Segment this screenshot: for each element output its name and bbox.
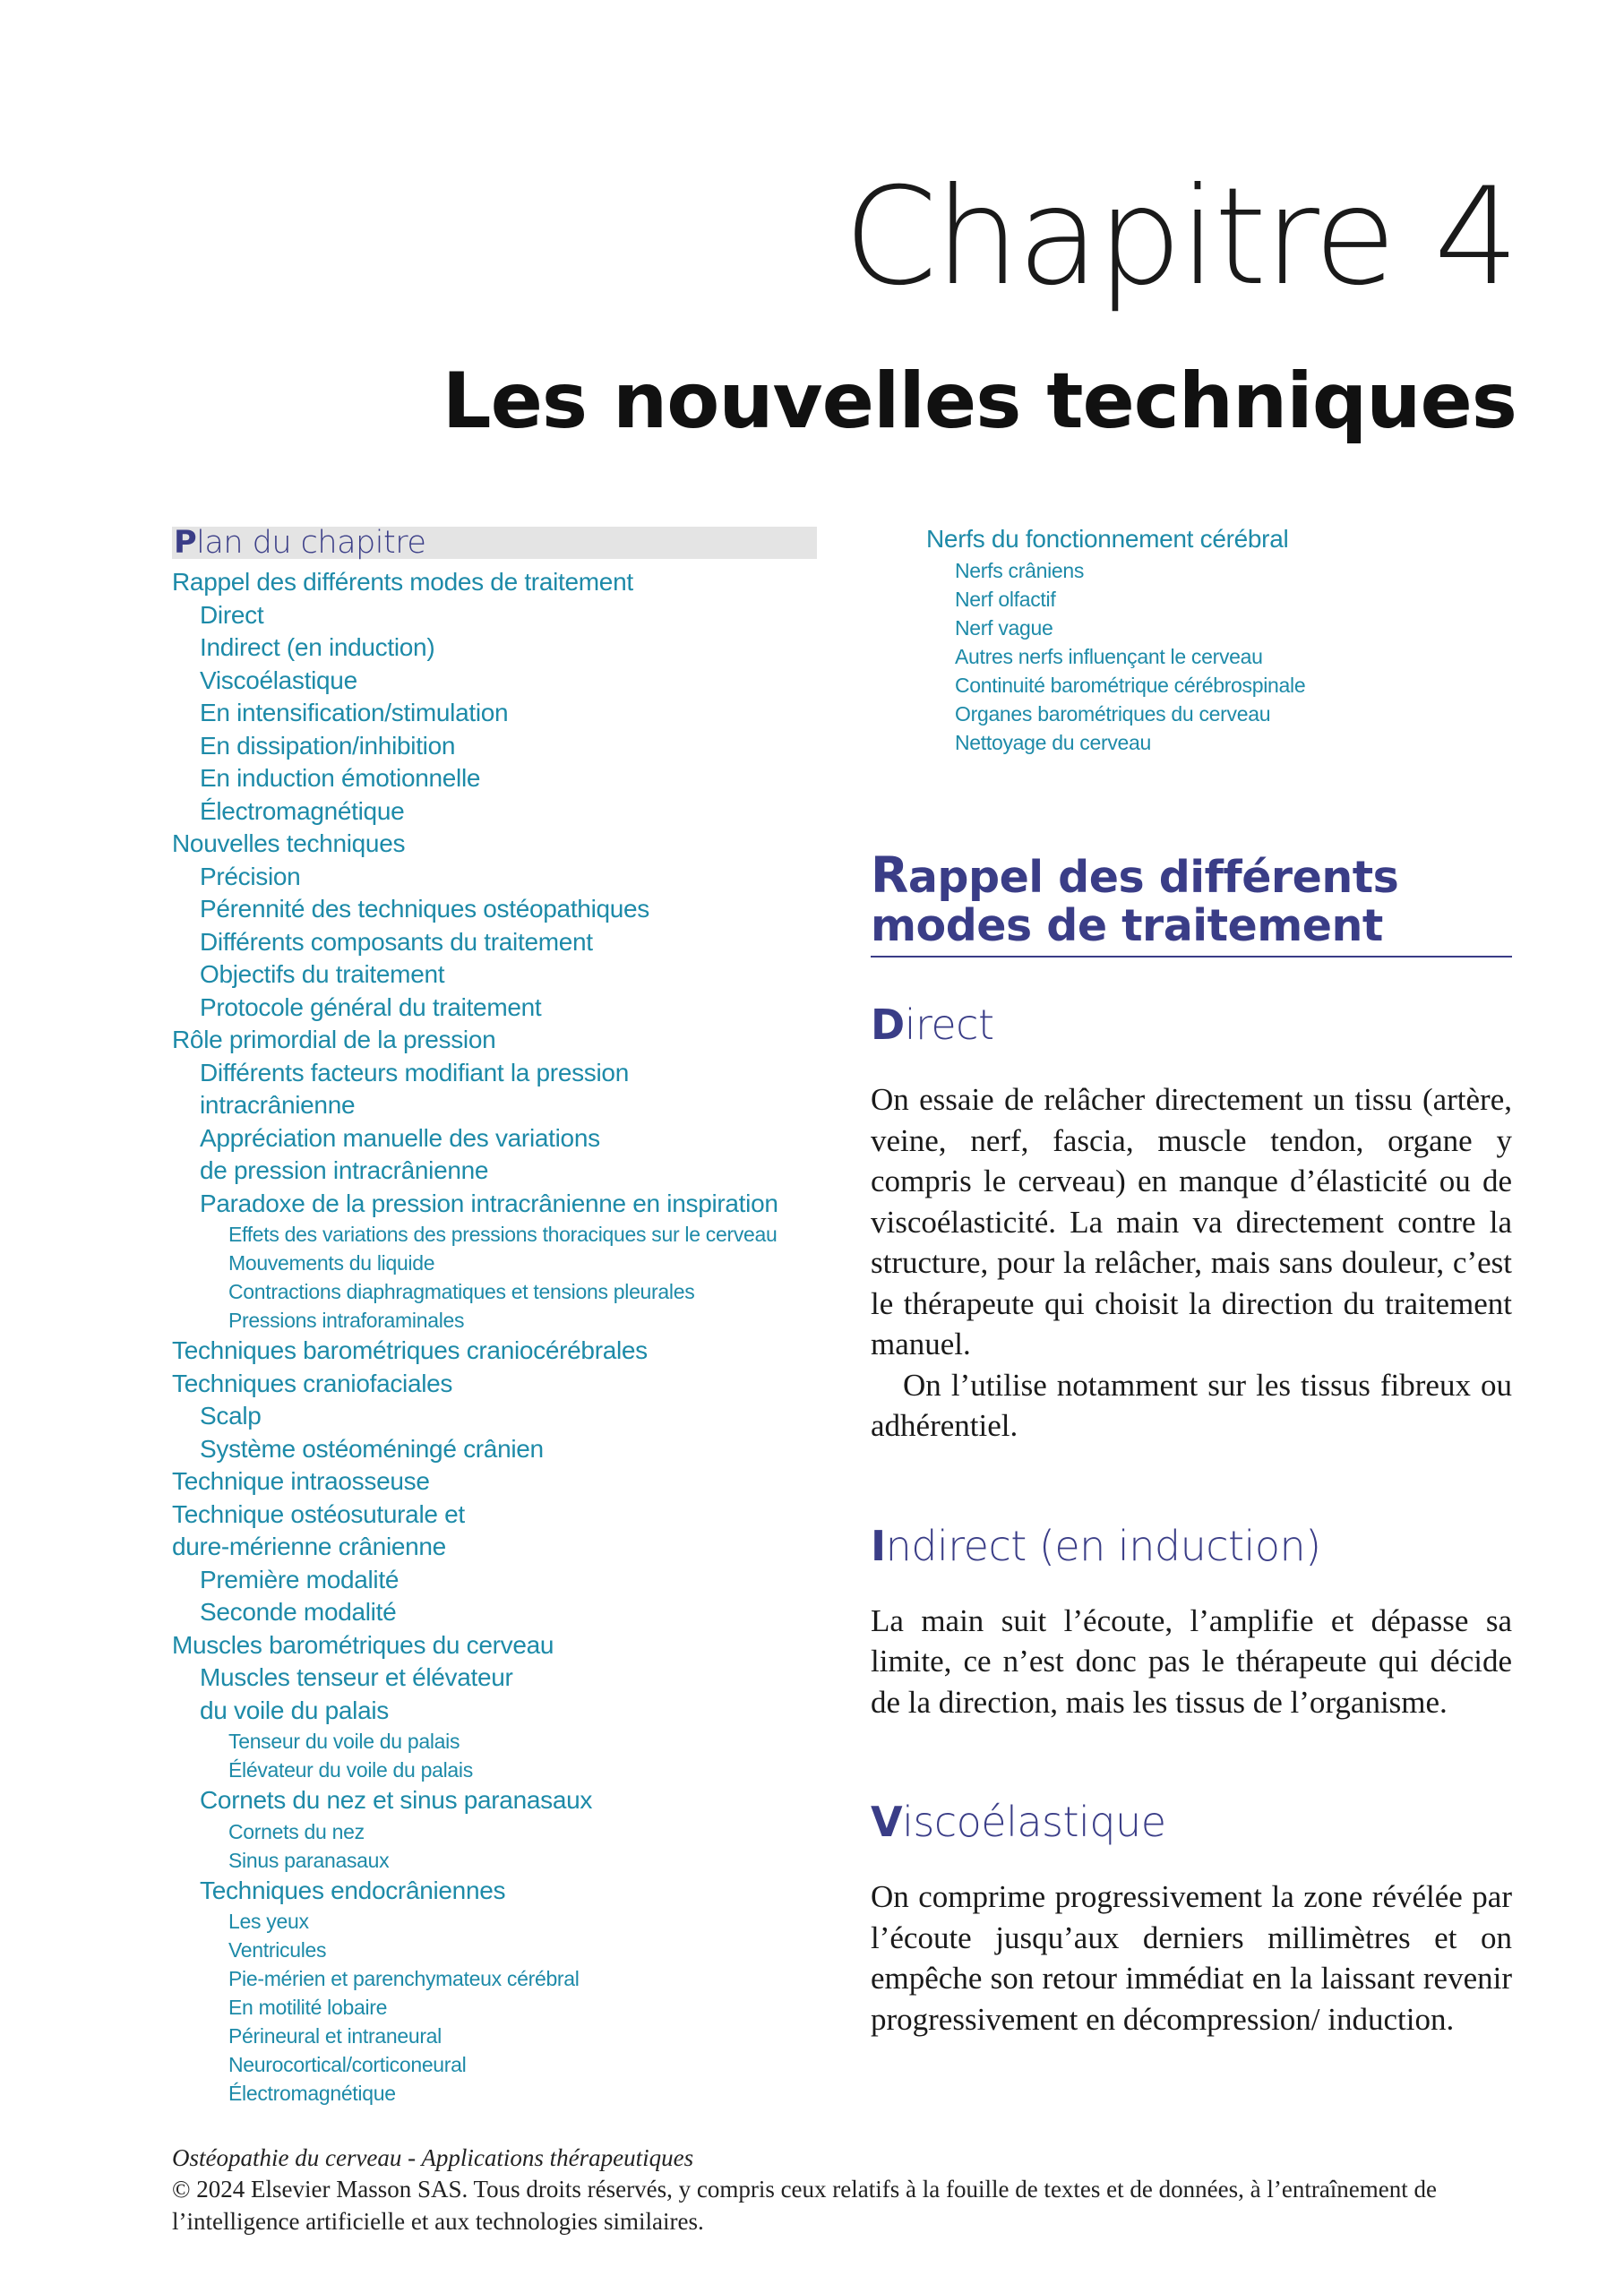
- outline-item: Objectifs du traitement: [200, 960, 445, 988]
- paragraph-indirect: La main suit l’écoute, l’amplifie et dépasse sa limite, ce n’est donc pas le thérapeute qui décide de la direction, mais les tissus de l’organisme.: [871, 1602, 1512, 1720]
- outline-item: Techniques craniofaciales: [172, 1369, 453, 1397]
- outline-item: Indirect (en induction): [200, 633, 435, 661]
- outline-item: Paradoxe de la pression intracrânienne en inspiration: [200, 1189, 778, 1217]
- outline-item: Direct: [200, 600, 264, 629]
- outline-item: Nerf olfactif: [955, 587, 1056, 611]
- outline-item: Nettoyage du cerveau: [955, 730, 1152, 754]
- outline-list: [172, 566, 817, 2108]
- outline-item: Précision: [200, 862, 301, 890]
- outline-item: Rôle primordial de la pression: [172, 1026, 496, 1053]
- outline-item: Périneural et intraneural: [228, 2024, 442, 2048]
- outline-item: Nouvelles techniques: [172, 829, 406, 857]
- outline-item: Scalp: [200, 1402, 262, 1430]
- outline-item: Première modalité: [200, 1565, 400, 1593]
- section-title: Rappel des différents modes de traitement: [871, 851, 1512, 958]
- outline-item: Technique intraosseuse: [172, 1467, 430, 1495]
- outline-item: Neurocortical/corticoneural: [228, 2053, 467, 2076]
- subsection-title-viscoelastique: Viscoélastique: [871, 1798, 1166, 1846]
- chapter-outline: [172, 527, 817, 2108]
- outline-item: Techniques endocrâniennes: [200, 1876, 506, 1904]
- outline-heading: Plan du chapitre: [172, 527, 817, 559]
- outline-item: Différents composants du traitement: [200, 927, 593, 956]
- outline-item: Protocole général du traitement: [200, 992, 542, 1021]
- copyright-notice: © 2024 Elsevier Masson SAS. Tous droits réservés, y compris ceux relatifs à la fouille de textes et de données, à l’entraînement de l’intelligence artificielle et aux technologies similaires.: [172, 2176, 1438, 2235]
- outline-item: Cornets du nez et sinus paranasaux: [200, 1786, 593, 1814]
- outline-item: Cornets du nez: [228, 1819, 365, 1843]
- outline-item: Pérennité des techniques ostéopathiques: [200, 895, 650, 923]
- outline-item: Différents facteurs modifiant la pression: [200, 1058, 629, 1086]
- outline-item: du voile du palais: [200, 1696, 389, 1724]
- outline-item: Mouvements du liquide: [228, 1251, 435, 1275]
- outline-item: Technique ostéosuturale et: [172, 1499, 465, 1528]
- chapter-outline-continued: [898, 523, 1525, 757]
- outline-item: Système ostéoméningé crânien: [200, 1434, 544, 1463]
- subsection-title-direct: Direct: [871, 1001, 994, 1049]
- outline-item: Électromagnétique: [200, 796, 405, 825]
- outline-item: intracrânienne: [200, 1091, 356, 1119]
- outline-item: Contractions diaphragmatiques et tensions pleurales: [228, 1280, 695, 1303]
- outline-item: Muscles barométriques du cerveau: [172, 1630, 554, 1659]
- outline-item: En dissipation/inhibition: [200, 731, 456, 760]
- outline-item: En induction émotionnelle: [200, 764, 481, 792]
- paragraph-direct-2: On l’utilise notamment sur les tissus fibreux ou adhérentiel.: [871, 1367, 1512, 1443]
- outline-item: Pressions intraforaminales: [228, 1309, 465, 1332]
- outline-item: Nerf vague: [955, 615, 1053, 640]
- outline-item: En motilité lobaire: [228, 1996, 388, 2019]
- outline-item: Sinus paranasaux: [228, 1848, 390, 1872]
- outline-item: Organes barométriques du cerveau: [955, 701, 1271, 726]
- paragraph-direct-1: On essaie de relâcher directement un tissu (artère, veine, nerf, fascia, muscle tendon, organe y compris le cerveau) en manque d’élasticité ou de viscoélasticité. La main va directement contre la structure, pour la relâcher, mais sans douleur, c’est le thérapeute qui choisit la direction du traitement manuel.: [871, 1082, 1512, 1361]
- outline-item: Viscoélastique: [200, 666, 357, 694]
- outline-item: Nerfs crâniens: [955, 558, 1085, 582]
- outline-item: Effets des variations des pressions thoraciques sur le cerveau: [228, 1223, 778, 1246]
- outline-item: Rappel des différents modes de traitement: [172, 568, 633, 596]
- subsection-title-indirect: Indirect (en induction): [871, 1521, 1321, 1570]
- outline-item: Élévateur du voile du palais: [228, 1758, 473, 1782]
- chapter-number: Chapitre 4: [843, 159, 1517, 315]
- outline-item: Électromagnétique: [228, 2082, 396, 2105]
- chapter-title: Les nouvelles techniques: [442, 356, 1517, 446]
- paragraph-viscoelastique: On comprime progressivement la zone révélée par l’écoute jusqu’aux derniers millimètres et on empêche son retour immédiat en la laissant revenir progressivement en décompression/ induction.: [871, 1879, 1512, 2037]
- outline-item: Nerfs du fonctionnement cérébral: [926, 525, 1289, 553]
- outline-item: Tenseur du voile du palais: [228, 1730, 460, 1753]
- book-title: Ostéopathie du cerveau - Applications thérapeutiques: [172, 2144, 694, 2171]
- outline-item: Autres nerfs influençant le cerveau: [955, 644, 1263, 668]
- outline-item: En intensification/stimulation: [200, 699, 509, 726]
- outline-item: de pression intracrânienne: [200, 1156, 489, 1184]
- outline-item: Muscles tenseur et élévateur: [200, 1663, 513, 1691]
- outline-item: Seconde modalité: [200, 1598, 397, 1626]
- page-footer: [172, 2143, 1525, 2237]
- outline-item: Pie-mérien et parenchymateux cérébral: [228, 1967, 580, 1990]
- outline-item: Les yeux: [228, 1910, 309, 1933]
- outline-item: dure-mérienne crânienne: [172, 1533, 446, 1560]
- outline-item: Continuité barométrique cérébrospinale: [955, 673, 1306, 697]
- outline-item: Ventricules: [228, 1938, 327, 1962]
- outline-item: Techniques barométriques craniocérébrales: [172, 1336, 648, 1364]
- outline-list-continued: [898, 523, 1525, 757]
- outline-item: Appréciation manuelle des variations: [200, 1123, 600, 1152]
- main-text-column: [871, 846, 1512, 2040]
